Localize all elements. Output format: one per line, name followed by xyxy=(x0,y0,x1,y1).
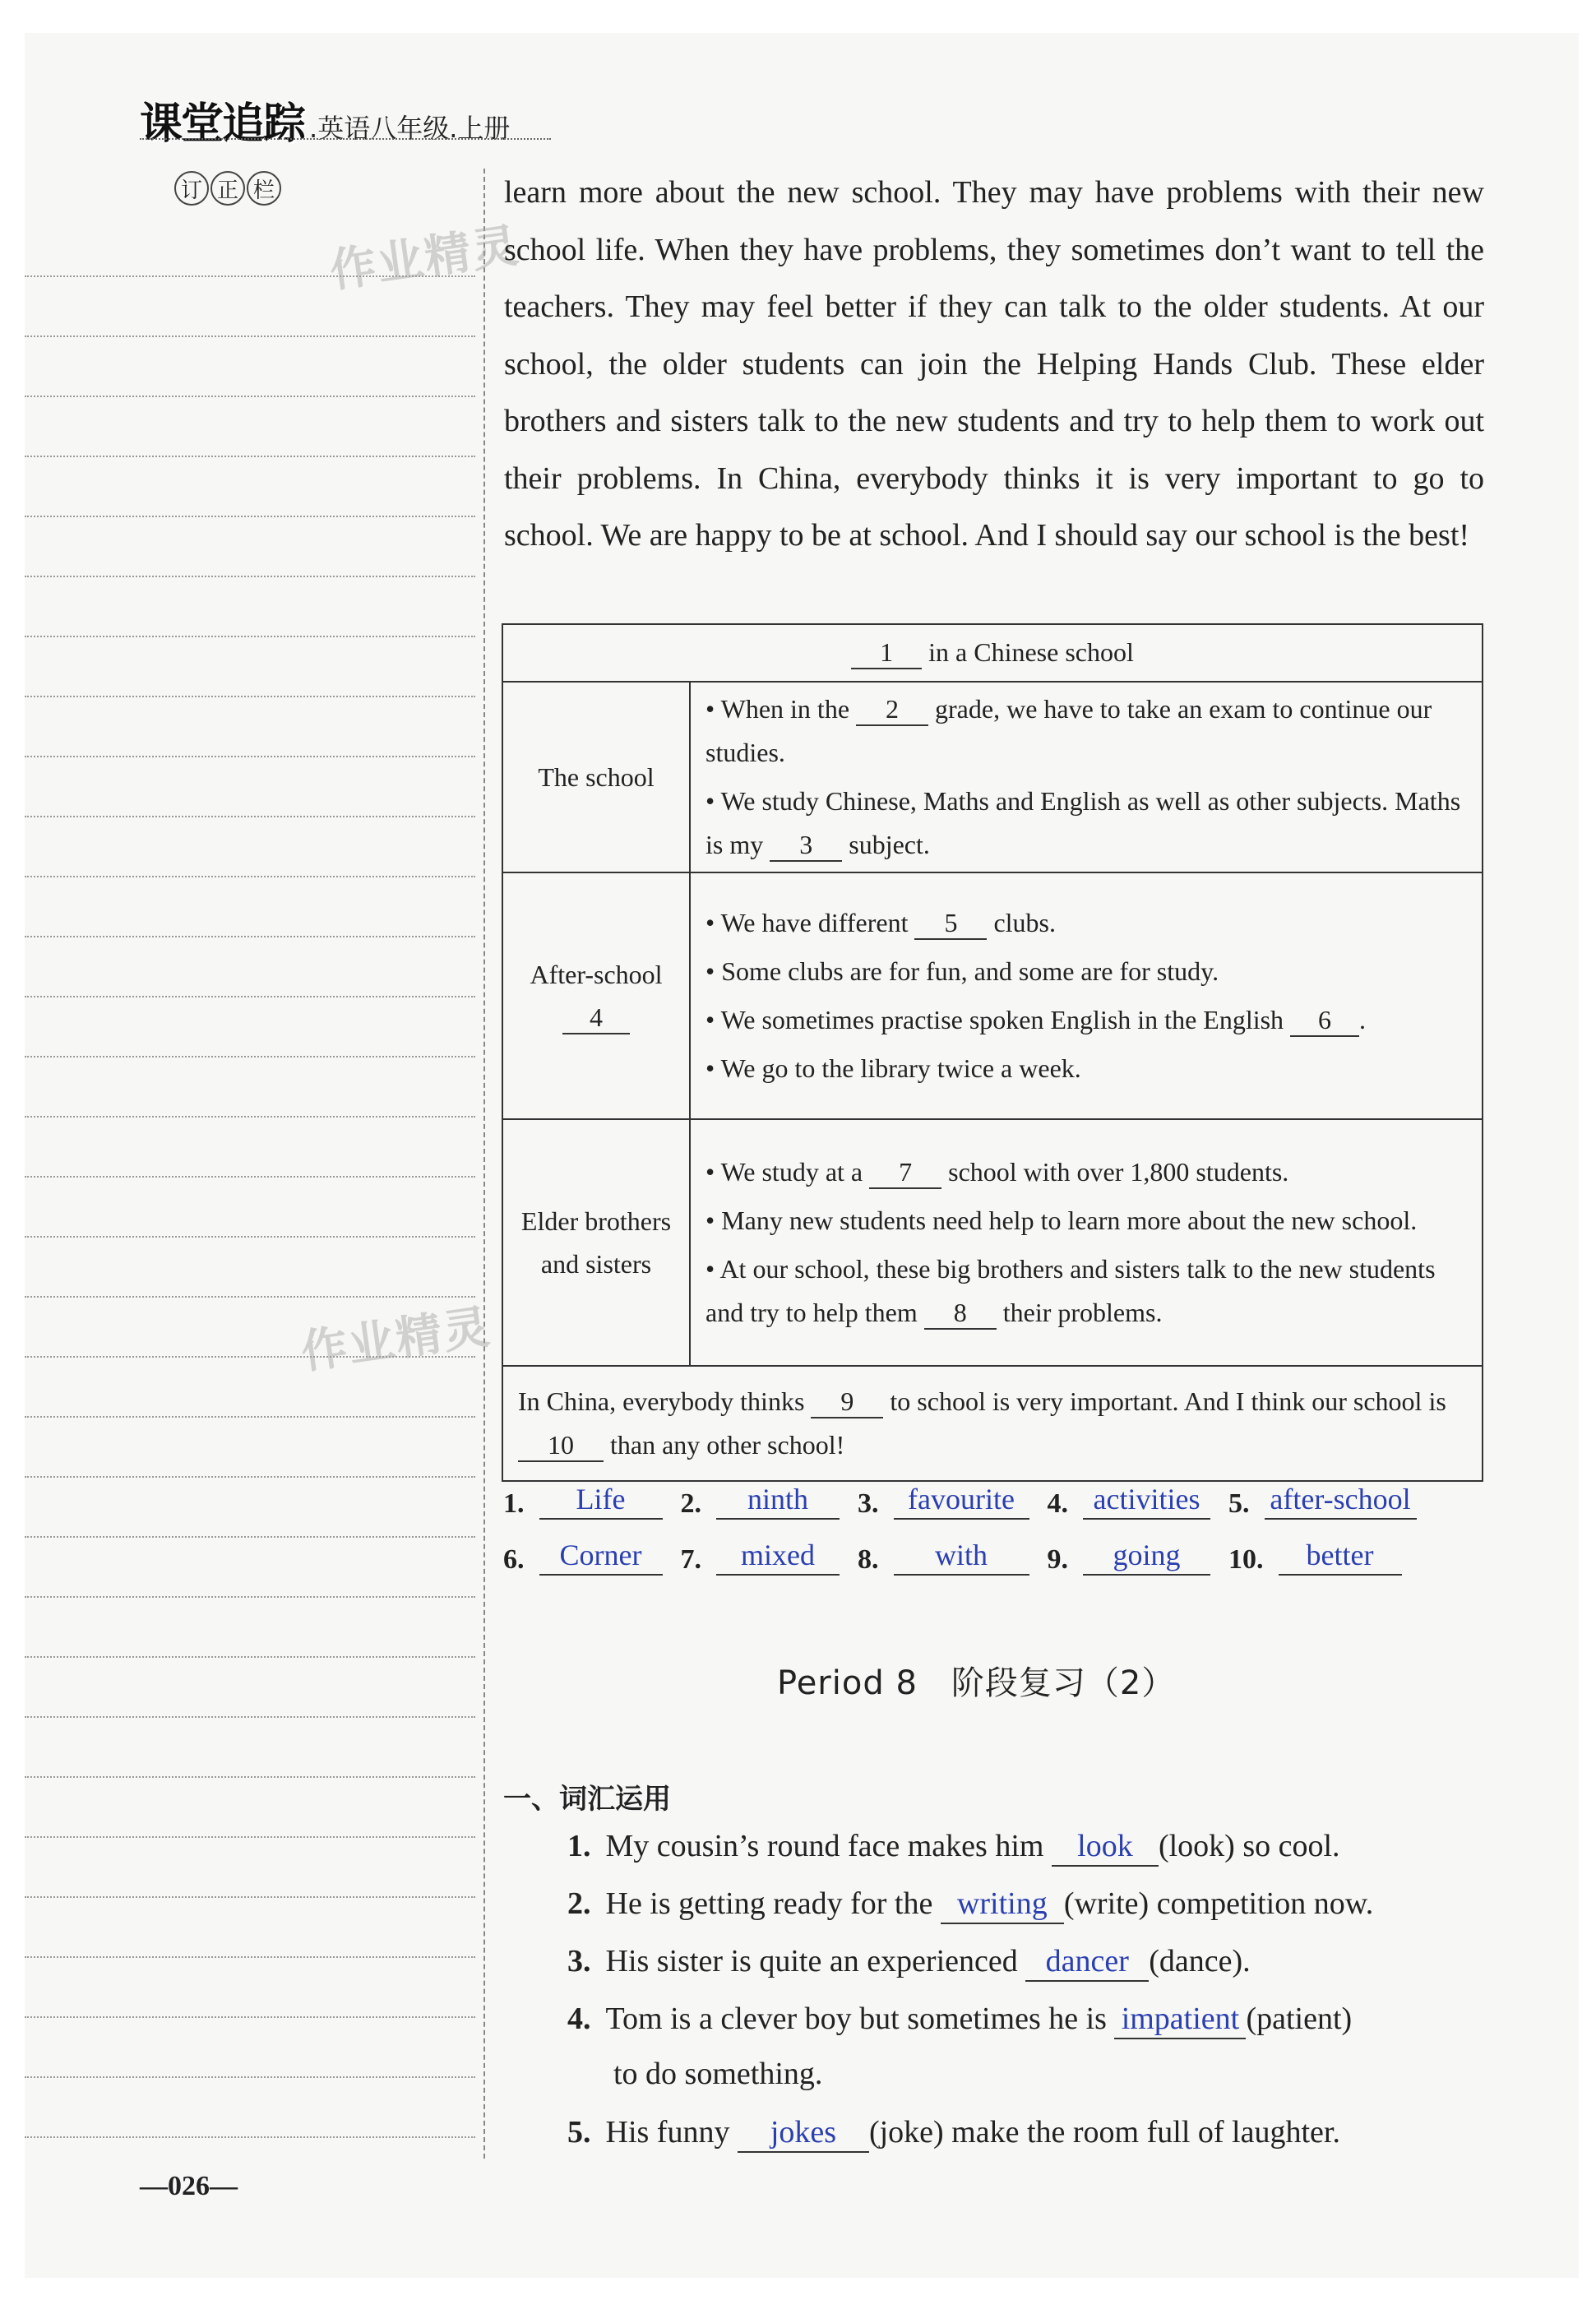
guide-line xyxy=(25,636,475,637)
question-4-continued: to do something. xyxy=(613,2057,823,2091)
blank-4[interactable]: 4 xyxy=(562,1002,630,1034)
table-conclusion: In China, everybody thinks 9 to school is very important. And I think our school is 10 than any other school! xyxy=(502,1366,1483,1481)
guide-line xyxy=(25,1836,475,1838)
period-title: Period 8 阶段复习（2） xyxy=(777,1664,1176,1702)
blank-7[interactable]: 7 xyxy=(869,1156,941,1189)
row-label-elder: Elder brothers and sisters xyxy=(502,1119,690,1366)
row-label-school: The school xyxy=(502,682,690,872)
correction-column-label: 订 正 栏 xyxy=(174,171,281,206)
watermark-top: 作业精灵 xyxy=(326,219,524,298)
guide-line xyxy=(25,1896,475,1898)
guide-line xyxy=(25,576,475,577)
guide-line xyxy=(25,1056,475,1057)
guide-line xyxy=(25,516,475,517)
question-3-answer[interactable]: dancer xyxy=(1025,1942,1149,1982)
guide-line xyxy=(25,2016,475,2018)
answer-8[interactable]: with xyxy=(894,1536,1029,1576)
answer-5[interactable]: after-school xyxy=(1265,1480,1417,1520)
guide-line xyxy=(25,1116,475,1118)
question-5-answer[interactable]: jokes xyxy=(738,2113,869,2153)
guide-line xyxy=(25,996,475,997)
series-logo: 课堂追踪 xyxy=(140,99,305,149)
answer-10[interactable]: better xyxy=(1279,1536,1402,1576)
question-3: 3. His sister is quite an experienced dancer (dance). xyxy=(567,1942,1251,1982)
answer-row-1: 1. Life 2. ninth 3. favourite 4. activities 5. after-school xyxy=(503,1480,1417,1520)
book-header xyxy=(140,89,510,150)
guide-line xyxy=(25,336,475,337)
summary-table xyxy=(502,623,1483,1482)
guide-line xyxy=(25,1236,475,1238)
header-rule xyxy=(140,138,551,140)
guide-line xyxy=(25,1536,475,1538)
reading-passage: learn more about the new school. They may have problems with their new school life. When they have problems, they sometimes don’t want to tell the teachers. They may feel better if they can talk to the older students. At our school, the older students can join the Helping Hands Club. These elder brothers and sisters talk to the new students and try to help them to work out their problems. In China, everybody thinks it is very important to go to school. We are happy to be at school. And I should say our school is the best! xyxy=(504,175,1484,553)
book-subtitle: .英语八年级.上册 xyxy=(309,113,511,144)
blank-1[interactable]: 1 xyxy=(851,636,922,669)
blank-2[interactable]: 2 xyxy=(856,693,928,726)
answer-2[interactable]: ninth xyxy=(716,1480,840,1520)
page-number: —026— xyxy=(140,2171,238,2201)
guide-line xyxy=(25,1476,475,1478)
row-label-after-school: After-school 4 xyxy=(502,872,690,1119)
blank-8[interactable]: 8 xyxy=(924,1297,997,1330)
question-5: 5. His funny jokes (joke) make the room full of laughter. xyxy=(567,2113,1340,2153)
answer-9[interactable]: going xyxy=(1083,1536,1210,1576)
answer-6[interactable]: Corner xyxy=(539,1536,663,1576)
watermark-bottom: 作业精灵 xyxy=(298,1300,495,1380)
answer-1[interactable]: Life xyxy=(539,1480,663,1520)
answer-7[interactable]: mixed xyxy=(716,1536,840,1576)
blank-5[interactable]: 5 xyxy=(914,907,987,940)
question-1: 1. My cousin’s round face makes him look (look) so cool. xyxy=(567,1827,1340,1867)
blank-3[interactable]: 3 xyxy=(770,829,842,862)
guide-line xyxy=(25,396,475,397)
answer-3[interactable]: favourite xyxy=(894,1480,1029,1520)
row-content-after-school: • We have different 5 clubs. • Some clubs are for fun, and some are for study. • We sometimes practise spoken English in the English 6 . • We go to the library twice a week. xyxy=(690,872,1483,1119)
guide-line xyxy=(25,756,475,757)
table-title: 1 in a Chinese school xyxy=(502,624,1483,682)
row-content-elder: • We study at a 7 school with over 1,800 students. • Many new students need help to learn more about the new school. • At our school, these big brothers and sisters talk to the new students and try to help them 8 their problems. xyxy=(690,1119,1483,1366)
guide-line xyxy=(25,1596,475,1598)
guide-line xyxy=(25,936,475,937)
guide-line xyxy=(25,456,475,457)
guide-line xyxy=(25,876,475,877)
margin-divider xyxy=(483,169,485,2159)
guide-line xyxy=(25,816,475,817)
row-content-school: • When in the 2 grade, we have to take an exam to continue our studies. • We study Chinese, Maths and English as well as other subjects. Maths is my 3 subject. xyxy=(690,682,1483,872)
blank-6[interactable]: 6 xyxy=(1290,1004,1359,1037)
answer-row-2: 6. Corner 7. mixed 8. with 9. going 10. better xyxy=(503,1536,1402,1576)
question-4: 4. Tom is a clever boy but sometimes he is impatient (patient) xyxy=(567,2000,1352,2039)
question-4-answer[interactable]: impatient xyxy=(1114,2000,1246,2039)
guide-line xyxy=(25,2136,475,2138)
guide-line xyxy=(25,2076,475,2078)
question-1-answer[interactable]: look xyxy=(1052,1827,1159,1867)
blank-9[interactable]: 9 xyxy=(811,1386,883,1418)
guide-line xyxy=(25,696,475,697)
blank-10[interactable]: 10 xyxy=(518,1429,604,1462)
guide-line xyxy=(25,1176,475,1178)
guide-line xyxy=(25,1776,475,1778)
answer-4[interactable]: activities xyxy=(1083,1480,1210,1520)
question-2-answer[interactable]: writing xyxy=(941,1885,1064,1924)
guide-line xyxy=(25,1296,475,1298)
guide-line xyxy=(25,1716,475,1718)
section-title: 一、词汇运用 xyxy=(503,1783,671,1816)
guide-line xyxy=(25,1416,475,1418)
guide-line xyxy=(25,1656,475,1658)
question-2: 2. He is getting ready for the writing (write) competition now. xyxy=(567,1885,1373,1924)
guide-line xyxy=(25,1956,475,1958)
